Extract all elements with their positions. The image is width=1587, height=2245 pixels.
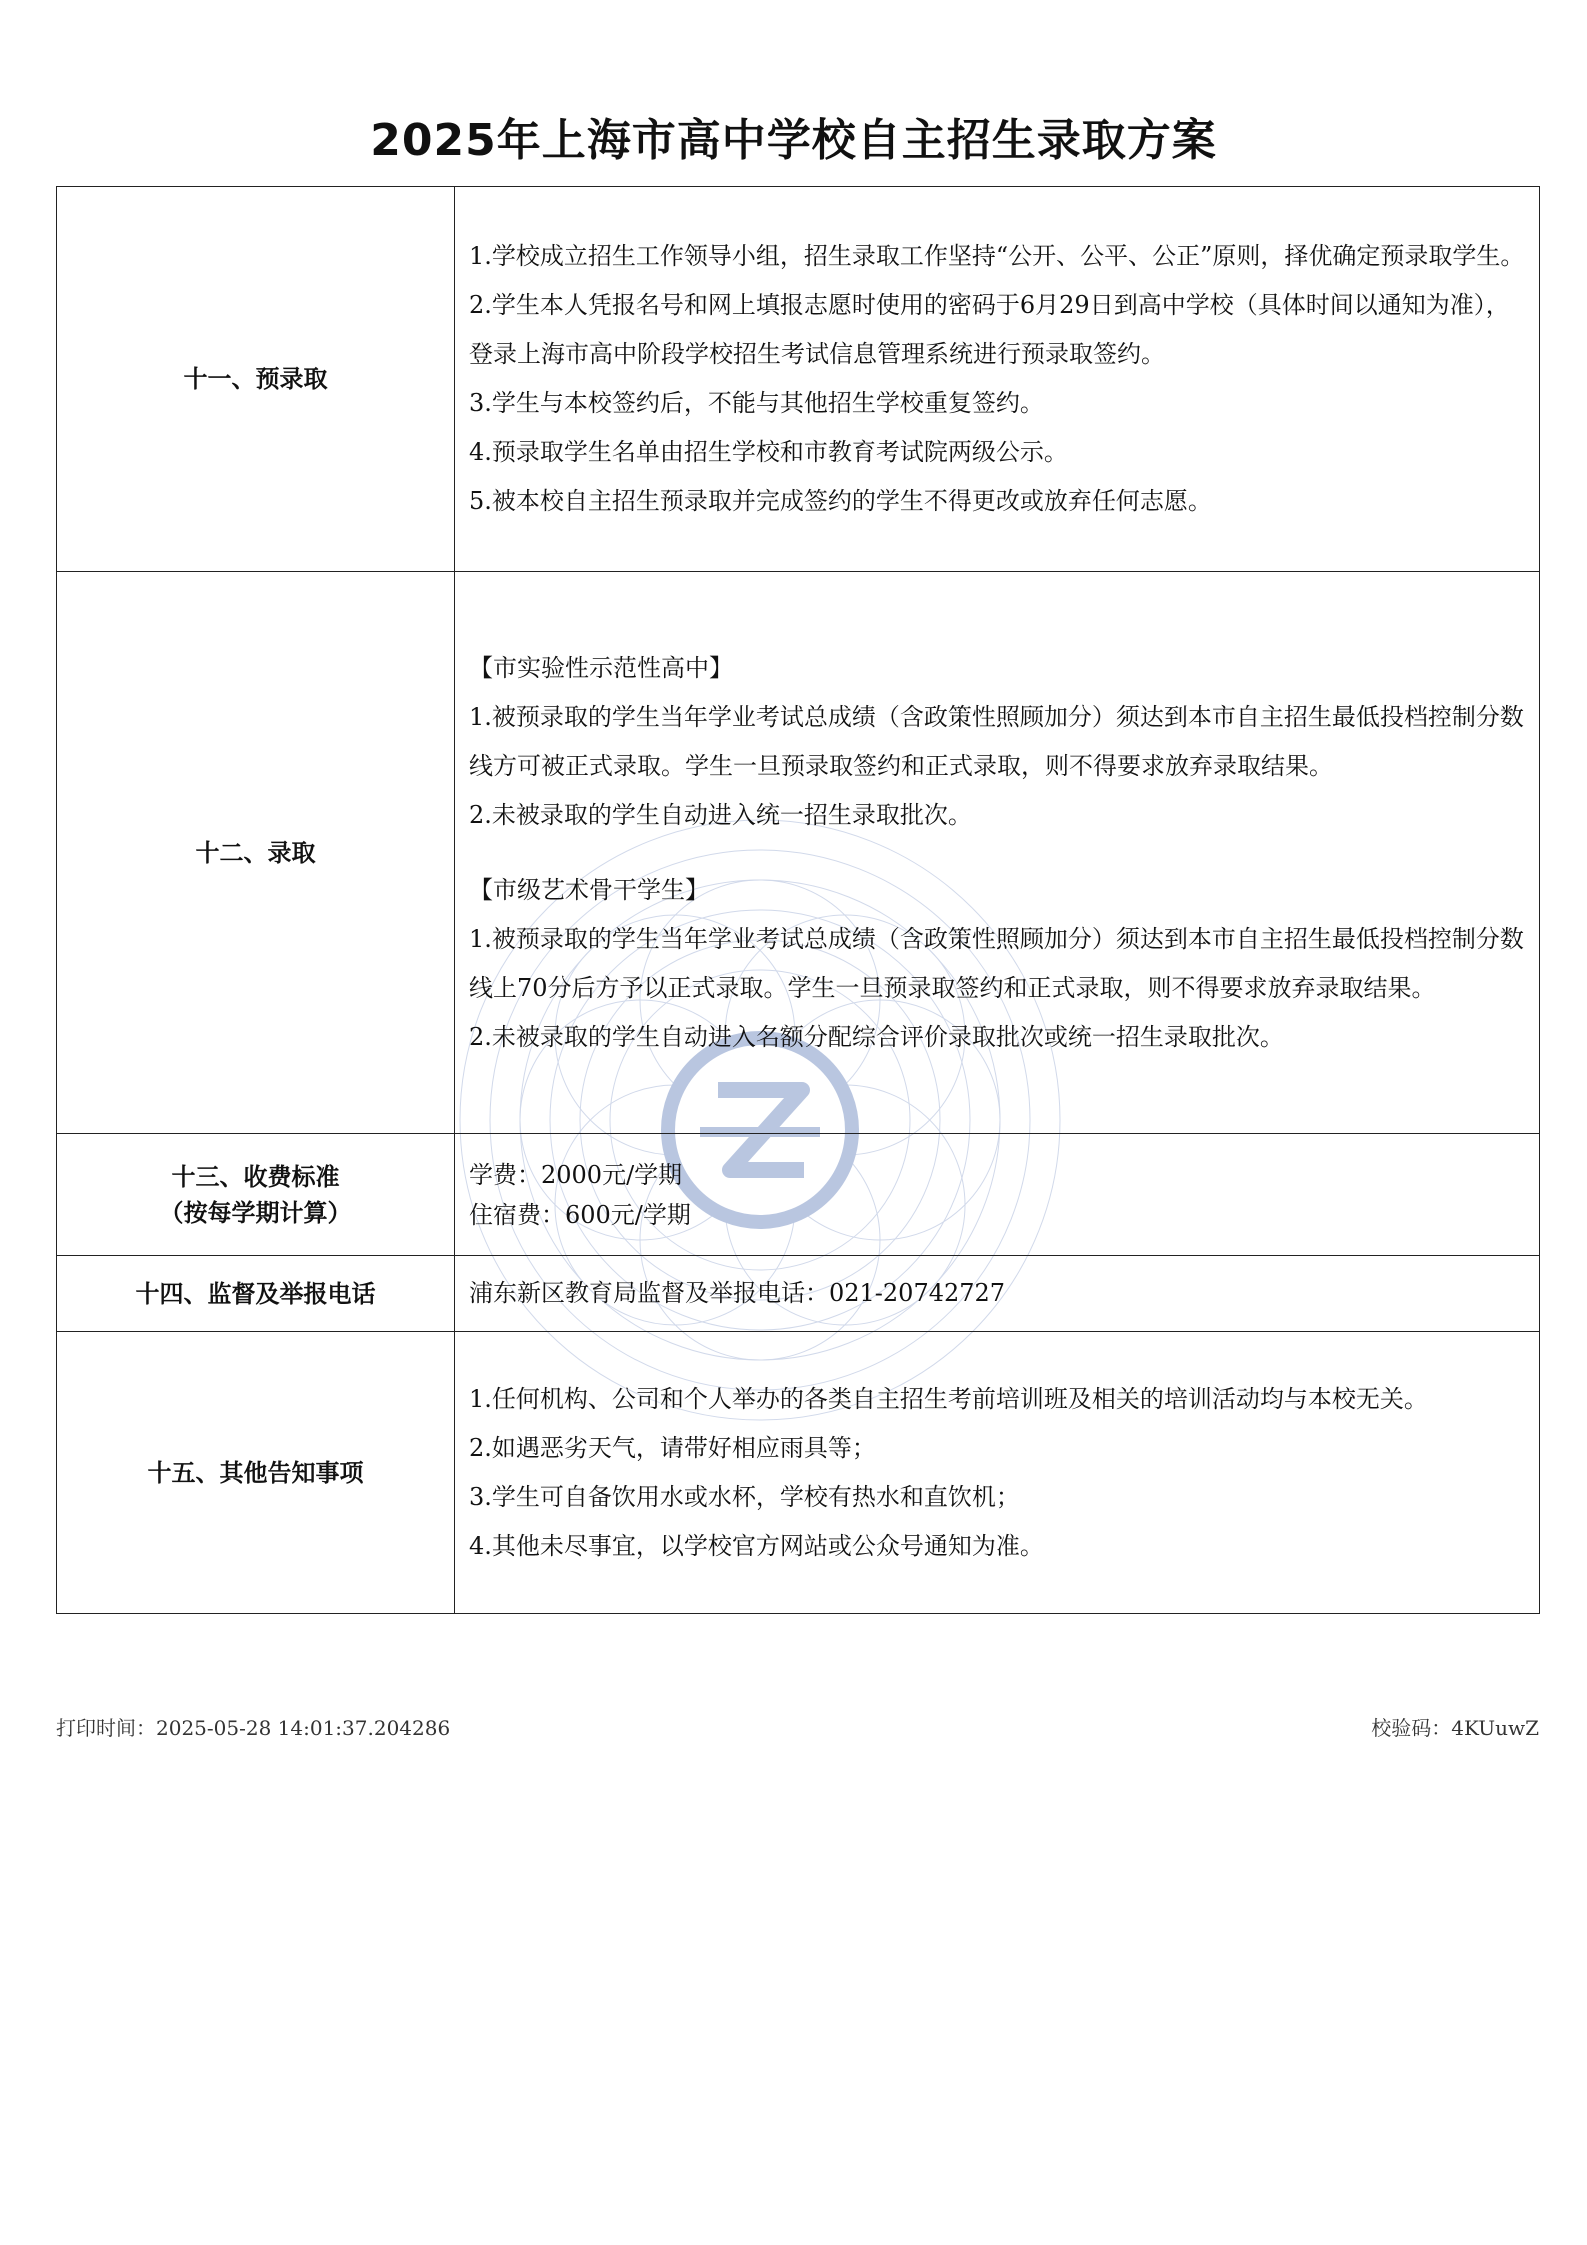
row-content <box>455 572 1540 1134</box>
list-item: 4.其他未尽事宜，以学校官方网站或公众号通知为准。 <box>469 1531 1044 1560</box>
row-content <box>455 1256 1540 1332</box>
list-item: 1.被预录取的学生当年学业考试总成绩（含政策性照顾加分）须达到本市自主招生最低投档控制分数线方可被正式录取。学生一旦预录取签约和正式录取，则不得要求放弃录取结果。 <box>469 702 1524 780</box>
row-label <box>57 1134 455 1256</box>
list-item: 1.学校成立招生工作领导小组，招生录取工作坚持“公开、公平、公正”原则，择优确定预录取学生。 <box>469 242 1525 270</box>
row-content <box>455 187 1540 572</box>
row-label: 十一、预录取 <box>57 187 455 572</box>
table-row <box>57 1332 1540 1614</box>
table-row <box>57 572 1540 1134</box>
list-item: 2.未被录取的学生自动进入名额分配综合评价录取批次或统一招生录取批次。 <box>469 1022 1284 1051</box>
row-content <box>455 1332 1540 1614</box>
list-item: 浦东新区教育局监督及举报电话：021-20742727 <box>469 1279 1006 1307</box>
row-label: 十二、录取 <box>57 572 455 1134</box>
list-item: 1.被预录取的学生当年学业考试总成绩（含政策性照顾加分）须达到本市自主招生最低投档控制分数线上70分后方予以正式录取。学生一旦预录取签约和正式录取，则不得要求放弃录取结果。 <box>469 924 1524 1002</box>
list-item: 住宿费：600元/学期 <box>469 1200 691 1229</box>
row-content <box>455 1134 1540 1256</box>
row-label: 十四、监督及举报电话 <box>57 1256 455 1332</box>
section-heading: 【市级艺术骨干学生】 <box>469 875 709 904</box>
table-row <box>57 187 1540 572</box>
list-item: 3.学生可自备饮用水或水杯，学校有热水和直饮机； <box>469 1482 1020 1511</box>
print-time: 打印时间：2025-05-28 14:01:37.204286 <box>56 1716 451 1740</box>
admission-table <box>56 186 1540 1614</box>
list-item: 4.预录取学生名单由招生学校和市教育考试院两级公示。 <box>469 438 1068 466</box>
document-title: 2025年上海市高中学校自主招生录取方案 <box>370 115 1217 166</box>
list-item: 学费：2000元/学期 <box>469 1160 683 1189</box>
list-item: 5.被本校自主招生预录取并完成签约的学生不得更改或放弃任何志愿。 <box>469 487 1212 515</box>
list-item: 1.任何机构、公司和个人举办的各类自主招生考前培训班及相关的培训活动均与本校无关。 <box>469 1384 1428 1413</box>
list-item: 2.未被录取的学生自动进入统一招生录取批次。 <box>469 800 972 829</box>
check-code: 校验码：4KUuwZ <box>1371 1716 1539 1740</box>
list-item: 2.学生本人凭报名号和网上填报志愿时使用的密码于6月29日到高中学校（具体时间以通知为准），登录上海市高中阶段学校招生考试信息管理系统进行预录取签约。 <box>469 291 1510 368</box>
section-heading: 【市实验性示范性高中】 <box>469 653 733 682</box>
row-label-main: 十三、收费标准 <box>171 1162 340 1191</box>
table-row <box>57 1256 1540 1332</box>
row-label-sub: （按每学期计算） <box>159 1198 352 1227</box>
table-row <box>57 1134 1540 1256</box>
row-label: 十五、其他告知事项 <box>57 1332 455 1614</box>
list-item: 3.学生与本校签约后，不能与其他招生学校重复签约。 <box>469 389 1044 417</box>
list-item: 2.如遇恶劣天气，请带好相应雨具等； <box>469 1433 876 1462</box>
